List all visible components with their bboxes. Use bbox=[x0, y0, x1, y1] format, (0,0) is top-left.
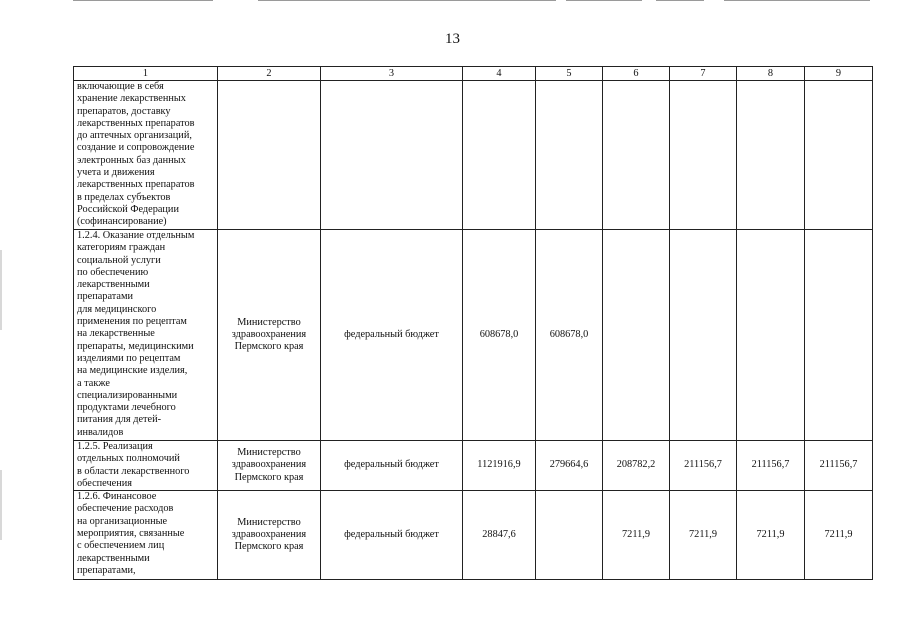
executor-cell bbox=[218, 81, 321, 230]
text-line: Российской Федерации bbox=[77, 203, 179, 215]
funding-source-cell: федеральный бюджет bbox=[321, 230, 463, 441]
amount-cell bbox=[603, 230, 670, 441]
table-row bbox=[74, 441, 873, 491]
text-line: отдельных полномочий bbox=[77, 453, 180, 465]
amount-cell: 28847,6 bbox=[463, 491, 536, 580]
text-line: препаратами, bbox=[77, 564, 136, 576]
text-line: 1.2.6. Финансовое bbox=[77, 491, 157, 503]
text-line: хранение лекарственных bbox=[77, 93, 186, 105]
amount-cell: 7211,9 bbox=[670, 491, 737, 580]
column-header: 3 bbox=[321, 67, 463, 81]
scan-top-line bbox=[258, 0, 556, 1]
column-header: 6 bbox=[603, 67, 670, 81]
amount-cell bbox=[536, 81, 603, 230]
scan-top-line bbox=[724, 0, 870, 1]
text-line: лекарственными bbox=[77, 279, 150, 291]
text-line: категориям граждан bbox=[77, 242, 166, 254]
text-line: Пермского края bbox=[234, 341, 304, 353]
text-line: мероприятия, связанные bbox=[77, 528, 185, 540]
budget-table bbox=[73, 66, 873, 580]
column-header: 5 bbox=[536, 67, 603, 81]
scan-top-line bbox=[73, 0, 213, 1]
text-line: 1.2.5. Реализация bbox=[77, 441, 153, 452]
amount-cell bbox=[463, 81, 536, 230]
column-header: 2 bbox=[218, 67, 321, 81]
amount-cell: 1121916,9 bbox=[463, 441, 536, 491]
scan-top-line bbox=[656, 0, 704, 1]
amount-cell: 211156,7 bbox=[670, 441, 737, 491]
column-header: 7 bbox=[670, 67, 737, 81]
text-line: в пределах субъектов bbox=[77, 191, 171, 203]
executor-cell bbox=[218, 491, 321, 580]
text-line: по обеспечению bbox=[77, 266, 149, 278]
amount-cell bbox=[805, 230, 873, 441]
text-line: а также bbox=[77, 377, 110, 389]
text-line: обеспечение расходов bbox=[77, 503, 174, 515]
text-line: до аптечных организаций, bbox=[77, 130, 192, 142]
table-row bbox=[74, 230, 873, 441]
scan-top-line bbox=[566, 0, 642, 1]
text-line: обеспечения bbox=[77, 477, 132, 489]
text-line: электронных баз данных bbox=[77, 154, 186, 166]
measure-name-cell bbox=[74, 441, 218, 491]
executor-cell bbox=[218, 230, 321, 441]
text-line: на организационные bbox=[77, 515, 168, 527]
column-header: 1 bbox=[74, 67, 218, 81]
text-line: продуктами лечебного bbox=[77, 402, 176, 414]
text-line: препаратами bbox=[77, 291, 133, 303]
text-line: препаратов, доставку bbox=[77, 105, 171, 117]
amount-cell: 7211,9 bbox=[737, 491, 805, 580]
text-line: Министерство bbox=[237, 447, 301, 459]
amount-cell bbox=[603, 81, 670, 230]
text-line: для медицинского bbox=[77, 303, 157, 315]
amount-cell bbox=[737, 230, 805, 441]
table-row bbox=[74, 491, 873, 580]
table-body bbox=[74, 81, 873, 580]
text-line: Министерство bbox=[237, 516, 301, 528]
text-line: лекарственных препаратов bbox=[77, 179, 195, 191]
page-number: 13 bbox=[445, 31, 460, 47]
text-line: учета и движения bbox=[77, 167, 155, 179]
text-line: на лекарственные bbox=[77, 328, 155, 340]
text-line: на медицинские изделия, bbox=[77, 365, 188, 377]
amount-cell: 211156,7 bbox=[737, 441, 805, 491]
funding-source-cell: федеральный бюджет bbox=[321, 441, 463, 491]
text-line: здравоохранения bbox=[231, 459, 307, 471]
column-header: 8 bbox=[737, 67, 805, 81]
measure-name-cell bbox=[74, 81, 218, 230]
amount-cell: 608678,0 bbox=[463, 230, 536, 441]
text-line: лекарственных препаратов bbox=[77, 117, 195, 129]
amount-cell bbox=[536, 491, 603, 580]
text-line: препараты, медицинскими bbox=[77, 340, 194, 352]
amount-cell: 211156,7 bbox=[805, 441, 873, 491]
text-line: создание и сопровождение bbox=[77, 142, 195, 154]
amount-cell bbox=[670, 230, 737, 441]
amount-cell: 208782,2 bbox=[603, 441, 670, 491]
executor-cell bbox=[218, 441, 321, 491]
text-line: включающие в себя bbox=[77, 81, 164, 92]
amount-cell bbox=[805, 81, 873, 230]
text-line: питания для детей- bbox=[77, 414, 162, 426]
text-line: социальной услуги bbox=[77, 254, 161, 266]
table-row bbox=[74, 81, 873, 230]
table-header-row bbox=[74, 67, 873, 81]
column-header: 9 bbox=[805, 67, 873, 81]
text-line: в области лекарственного bbox=[77, 465, 190, 477]
text-line: Пермского края bbox=[234, 541, 304, 553]
text-line: изделиями по рецептам bbox=[77, 352, 181, 364]
text-line: (софинансирование) bbox=[77, 216, 167, 228]
amount-cell: 7211,9 bbox=[805, 491, 873, 580]
funding-source-cell bbox=[321, 81, 463, 230]
text-line: инвалидов bbox=[77, 426, 124, 438]
text-line: лекарственными bbox=[77, 552, 150, 564]
amount-cell: 279664,6 bbox=[536, 441, 603, 491]
funding-source-cell: федеральный бюджет bbox=[321, 491, 463, 580]
scan-left-edge bbox=[0, 470, 2, 540]
column-header: 4 bbox=[463, 67, 536, 81]
measure-name-cell bbox=[74, 491, 218, 580]
text-line: Министерство bbox=[237, 316, 301, 328]
amount-cell bbox=[737, 81, 805, 230]
amount-cell: 7211,9 bbox=[603, 491, 670, 580]
amount-cell bbox=[670, 81, 737, 230]
scan-left-edge bbox=[0, 250, 2, 330]
text-line: 1.2.4. Оказание отдельным bbox=[77, 230, 195, 241]
text-line: здравоохранения bbox=[231, 529, 307, 541]
text-line: применения по рецептам bbox=[77, 316, 187, 328]
text-line: Пермского края bbox=[234, 471, 304, 483]
text-line: специализированными bbox=[77, 389, 178, 401]
text-line: с обеспечением лиц bbox=[77, 540, 165, 552]
measure-name-cell bbox=[74, 230, 218, 441]
amount-cell: 608678,0 bbox=[536, 230, 603, 441]
text-line: здравоохранения bbox=[231, 328, 307, 340]
